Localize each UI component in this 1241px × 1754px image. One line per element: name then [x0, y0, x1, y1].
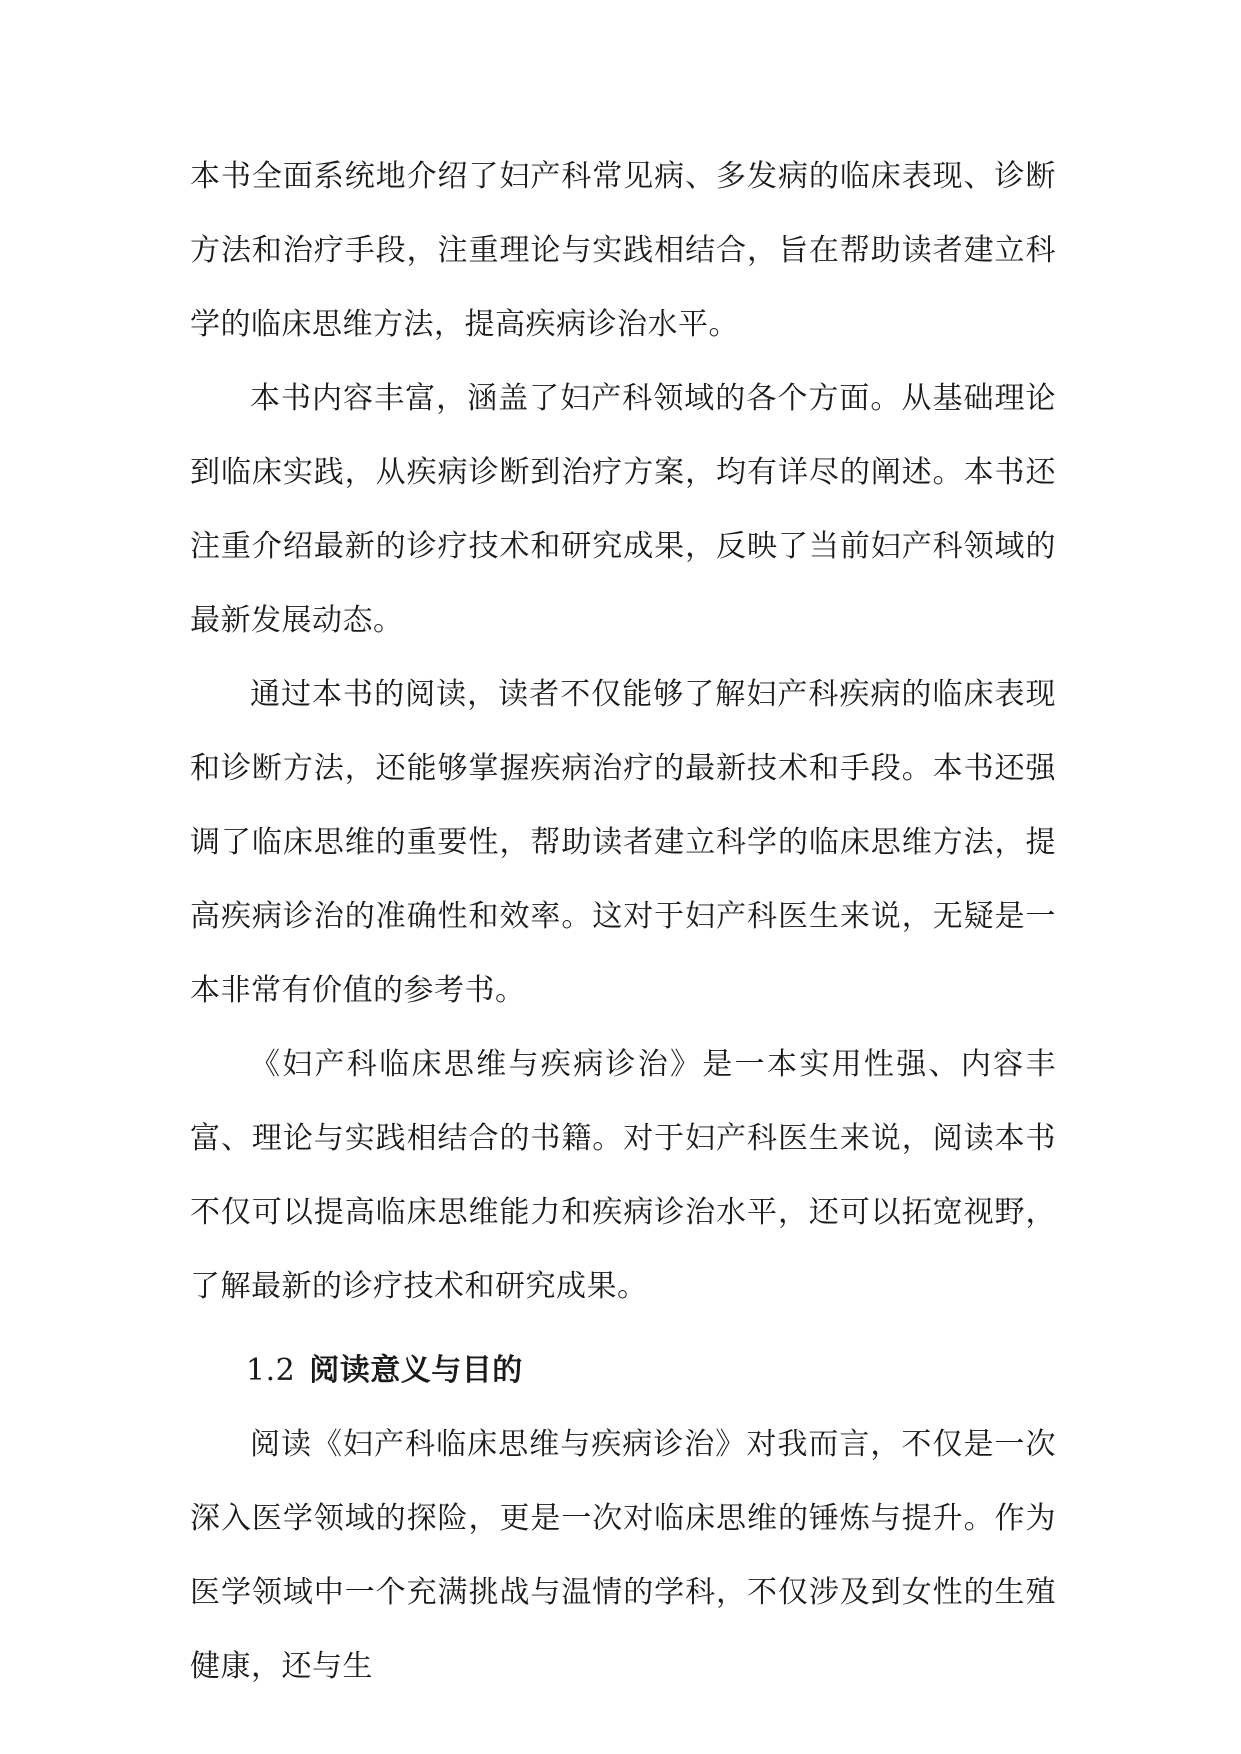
- section-title: 阅读意义与目的: [309, 1353, 523, 1388]
- body-paragraph-4: 《妇产科临床思维与疾病诊治》是一本实用性强、内容丰富、理论与实践相结合的书籍。对于妇产科医生来说，阅读本书不仅可以提高临床思维能力和疾病诊治水平，还可以拓宽视野，了解最新的诊疗技术和研究成果。: [190, 1047, 1056, 1304]
- section-heading: [190, 1334, 1056, 1408]
- body-paragraph-2: 本书内容丰富，涵盖了妇产科领域的各个方面。从基础理论到临床实践，从疾病诊断到治疗方案，均有详尽的阐述。本书还注重介绍最新的诊疗技术和研究成果，反映了当前妇产科领域的最新发展动态。: [190, 381, 1056, 638]
- section-paragraph-1: 阅读《妇产科临床思维与疾病诊治》对我而言，不仅是一次深入医学领域的探险，更是一次对临床思维的锤炼与提升。作为医学领域中一个充满挑战与温情的学科，不仅涉及到女性的生殖健康，还与生: [190, 1427, 1056, 1684]
- body-paragraph-1: 本书全面系统地介绍了妇产科常见病、多发病的临床表现、诊断方法和治疗手段，注重理论与实践相结合，旨在帮助读者建立科学的临床思维方法，提高疾病诊治水平。: [190, 159, 1056, 342]
- document-body: [190, 140, 1056, 1704]
- section-number: 1.2: [246, 1353, 296, 1388]
- body-paragraph-3: 通过本书的阅读，读者不仅能够了解妇产科疾病的临床表现和诊断方法，还能够掌握疾病治疗的最新技术和手段。本书还强调了临床思维的重要性，帮助读者建立科学的临床思维方法，提高疾病诊治的准确性和效率。这对于妇产科医生来说，无疑是一本非常有价值的参考书。: [190, 677, 1056, 1008]
